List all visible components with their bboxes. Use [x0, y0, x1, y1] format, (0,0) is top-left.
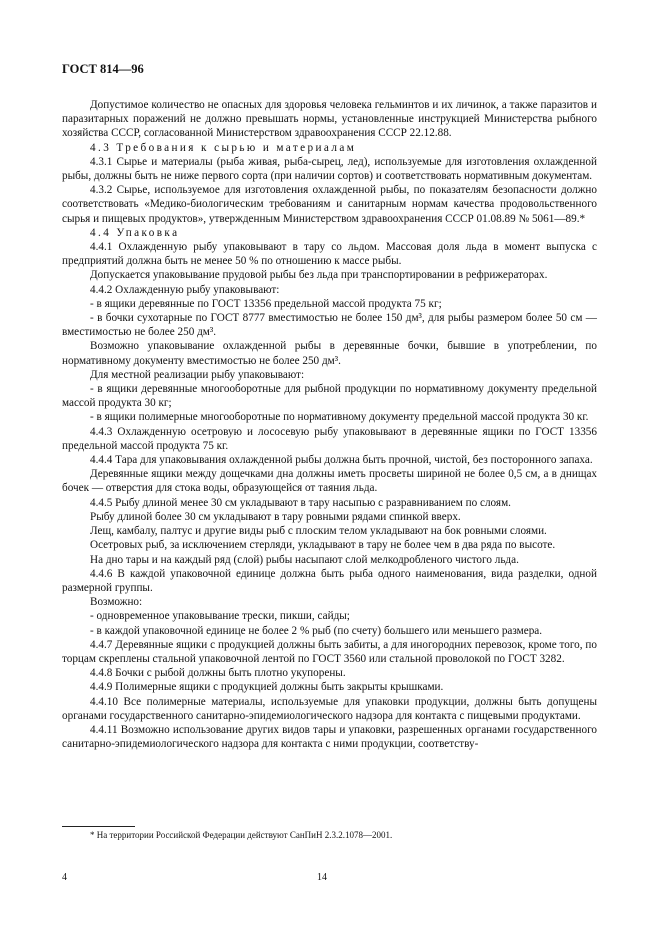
- paragraph: 4.4.6 В каждой упаковочной единице должна быть рыба одного наименования, вида разделки, одной размерной группы.: [62, 567, 597, 594]
- footnote: * На территории Российской Федерации действуют СанПиН 2.3.2.1078—2001.: [90, 830, 393, 840]
- paragraph: Деревянные ящики между дощечками дна должны иметь просветы шириной не более 0,5 см, а в днищах бочек — отверстия для стока воды, образующейся от таяния льда.: [62, 468, 597, 495]
- paragraph: - в ящики деревянные по ГОСТ 13356 предельной массой продукта 75 кг;: [90, 297, 442, 310]
- paragraph: Возможно упаковывание охлажденной рыбы в деревянные бочки, бывшие в употреблении, по нормативному документу вместимостью не более 250 дм³.: [62, 340, 597, 367]
- paragraph: Для местной реализации рыбу упаковывают:: [90, 368, 305, 381]
- document-header: ГОСТ 814—96: [62, 62, 144, 76]
- paragraph: Осетровых рыб, за исключением стерляди, укладывают в тару не более чем в два ряда по высоте.: [90, 539, 556, 552]
- paragraph: - в каждой упаковочной единице не более 2 % рыб (по счету) большего или меньшего размера.: [90, 624, 543, 637]
- paragraph: 4.4.5 Рыбу длиной менее 30 см укладывают в тару насыпью с разравниванием по слоям.: [90, 496, 511, 509]
- paragraph: 4.4.7 Деревянные ящики с продукцией должны быть забиты, а для иногородних перевозок, кроме того, по торцам скреплены стальной упаковочной лентой по ГОСТ 3560 или стальной проволокой по ГОСТ 3282.: [62, 638, 597, 665]
- paragraph: - в ящики деревянные многооборотные для рыбной продукции по нормативному документу предельной массой продукта 30 кг;: [62, 383, 597, 410]
- paragraph: 4.4.2 Охлажденную рыбу упаковывают:: [90, 283, 280, 296]
- paragraph: 4.4.8 Бочки с рыбой должны быть плотно укупорены.: [90, 667, 346, 680]
- paragraph: Допустимое количество не опасных для здоровья человека гельминтов и их личинок, а также паразитов и паразитарных поражений не должно превышать нормы, установленные инструкцией Министерства рыбного хозяйства СССР, согласованной Министерством здравоохранения СССР 22.12.88.: [62, 99, 597, 140]
- page-number-center: 14: [317, 872, 327, 883]
- paragraph: 4.4.4 Тара для упаковывания охлажденной рыбы должна быть прочной, чистой, без посторонного запаха.: [90, 454, 593, 467]
- paragraph: Рыбу длиной более 30 см укладывают в тару ровными рядами спинкой вверх.: [90, 510, 461, 523]
- paragraph: - в ящики полимерные многооборотные по нормативному документу предельной массой продукта 30 кг.: [90, 411, 589, 424]
- paragraph: - в бочки сухотарные по ГОСТ 8777 вместимостью не более 150 дм³, для рыбы размером более 50 см — вместимостью не более 250 дм³.: [62, 312, 597, 339]
- paragraph: 4.4.10 Все полимерные материалы, используемые для упаковки продукции, должны быть допущены органами государственного санитарно-эпидемиологического надзора для контакта с пищевыми продуктами.: [62, 695, 597, 722]
- paragraph: 4.3.2 Сырье, используемое для изготовления охлажденной рыбы, по показателям безопасности должно соответствовать «Медико-биологическим требованиям и санитарным нормам качества продовольственного сырья и пищевых продуктов», утвержденным Министерством здравоохранения СССР 01.08.89 № 5061—89.*: [62, 184, 597, 225]
- section-heading: 4.3 Требования к сырью и материалам: [90, 141, 357, 154]
- paragraph: 4.4.1 Охлажденную рыбу упаковывают в тару со льдом. Массовая доля льда в момент выпуска с предприятий должна быть не менее 50 % по отношению к массе рыбы.: [62, 241, 597, 268]
- paragraph: 4.4.11 Возможно использование других видов тары и упаковки, разрешенных органами государственного санитарно-эпидемиологического надзора для контакта с ними продукции, соответству-: [62, 723, 597, 751]
- paragraph: Допускается упаковывание прудовой рыбы без льда при транспортировании в рефрижераторах.: [90, 269, 548, 282]
- paragraph: 4.4.3 Охлажденную осетровую и лососевую рыбу упаковывают в деревянные ящики по ГОСТ 13356 предельной массой продукта 75 кг.: [62, 425, 597, 452]
- paragraph: 4.4.9 Полимерные ящики с продукцией должны быть закрыты крышками.: [90, 681, 444, 694]
- paragraph: Возможно:: [90, 596, 143, 609]
- document-body: [62, 98, 597, 751]
- section-heading: 4.4 Упаковка: [90, 226, 180, 239]
- paragraph: На дно тары и на каждый ряд (слой) рыбы насыпают слой мелкодробленого чистого льда.: [90, 553, 519, 566]
- footnote-divider: [62, 826, 135, 827]
- paragraph: 4.3.1 Сырье и материалы (рыба живая, рыба-сырец, лед), используемые для изготовления охлажденной рыбы, должны быть не ниже первого сорта (при наличии сортов) и соответствовать нормативным документам.: [62, 155, 597, 183]
- page-number-left: 4: [62, 872, 67, 883]
- paragraph: - одновременное упаковывание трески, пикши, сайды;: [90, 610, 350, 623]
- paragraph: Лещ, камбалу, палтус и другие виды рыб с плоским телом укладывают на бок ровными слоями.: [90, 525, 547, 538]
